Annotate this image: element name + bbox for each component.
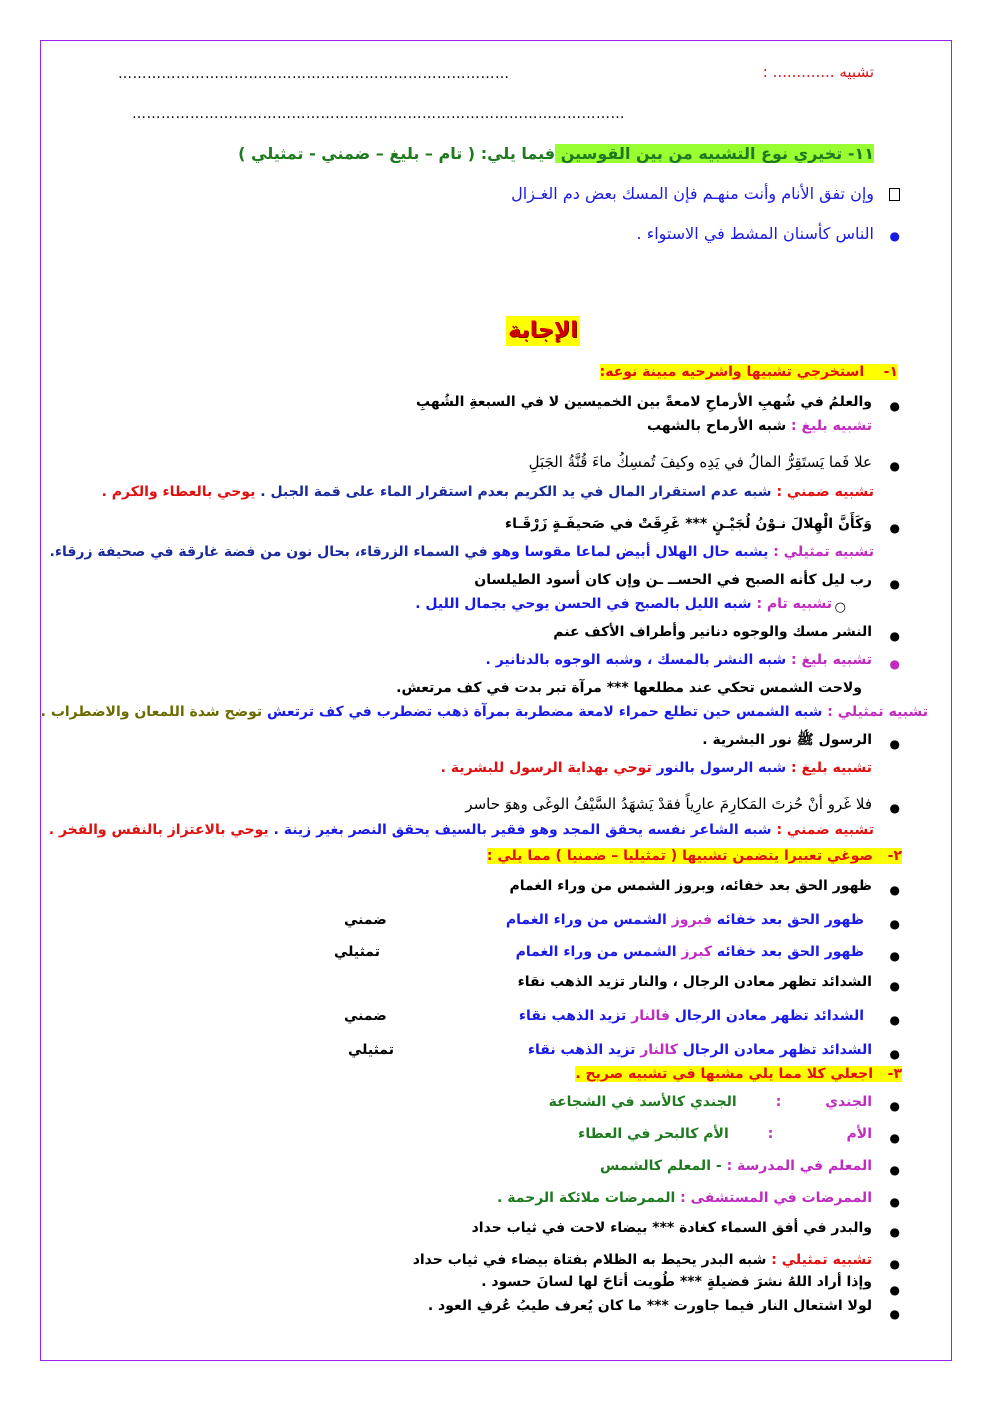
bullet-icon: ● — [889, 917, 900, 931]
s1-explanation: يشبه حال الهلال أبيض لماعا مقوسا وهو — [492, 544, 769, 560]
bullet-icon: ● — [889, 521, 900, 535]
s1-verse-5: النشر مسك والوجوه دنانير وأطراف الأكف عنم — [553, 624, 872, 640]
s2-pre: ظهور الحق بعد خفائه — [716, 944, 864, 960]
s1-note: توحي بهداية الرسول للبشرية . — [440, 760, 652, 776]
s3-term: الأم — [846, 1126, 872, 1142]
bullet-icon: ● — [889, 1307, 900, 1321]
s2-item-4: الشدائد تظهر معادن الرجال ، والنار تزيد الذهب نقاء — [517, 974, 872, 990]
s3-answer: الأم كالبحر في العطاء — [578, 1126, 729, 1142]
s2-item-1: ظهور الحق بعد خفائه، وبروز الشمس من وراء الغمام — [509, 878, 872, 894]
s2-type-3: تمثيلي — [334, 944, 380, 960]
s2-pre: الشدائد تظهر معادن الرجال — [682, 1042, 872, 1058]
s1-note: يوحي بالعطاء والكرم . — [101, 484, 256, 500]
bullet-icon: ● — [889, 1047, 900, 1061]
s1-verse-4: رب ليل كأنه الصبح في الحســ ـن وإن كان أسود الطيلسان — [474, 572, 872, 588]
s2-item-3 — [516, 942, 864, 962]
section-2-number: ٢- — [887, 848, 902, 864]
bullet-icon: ● — [889, 1257, 900, 1271]
question-prompt: تخيري نوع التشبيه من بين القوسين — [560, 144, 843, 163]
bullet-icon: ● — [889, 1099, 900, 1113]
s2-post: تزيد الذهب نقاء — [518, 1008, 627, 1024]
bullet-icon: ● — [889, 1195, 900, 1209]
section-3-heading — [575, 1064, 902, 1084]
bullet-icon: ● — [889, 979, 900, 993]
s1-type-1 — [647, 416, 872, 436]
section-2-heading — [487, 846, 902, 866]
s1-type-label: تشبيه بليغ : — [790, 652, 872, 668]
s3-item-2 — [578, 1124, 872, 1144]
s2-mark: فبروز — [671, 912, 713, 928]
s2-mark: فالنار — [631, 1008, 670, 1024]
s3-item-4 — [497, 1188, 872, 1208]
s2-type-5: ضمني — [344, 1008, 387, 1024]
s3-term: المعلم في المدرسة : — [726, 1158, 872, 1174]
bullet-icon: ● — [889, 801, 900, 815]
bullet-icon: ● — [889, 1225, 900, 1239]
section-1-title: استخرجي تشبيها واشرحيه مبينة نوعه: — [599, 364, 865, 380]
section-1-heading — [600, 362, 898, 382]
s2-type-2: ضمني — [344, 912, 387, 928]
bullet-icon: ● — [889, 577, 900, 591]
question-number: ١١- — [847, 144, 874, 163]
s1-type-7 — [441, 758, 872, 778]
s1-type-5 — [486, 650, 873, 670]
s1-verse-2: علا فَما يَستَقِرُّ المالُ في يَدِه وكيفَ تُمسِكُ ماءَ قُنَّةُ الجَبَلِ — [528, 453, 872, 471]
s3-sep: : — [767, 1126, 774, 1142]
s2-type-6: تمثيلي — [348, 1042, 394, 1058]
s1-note: توضح شدة اللمعان والاضطراب . — [40, 704, 263, 720]
bullet-icon: ● — [889, 399, 900, 413]
s2-item-6 — [528, 1040, 872, 1060]
dots-line-2: ………………………………………………………………………………………… — [132, 106, 625, 122]
bullet-icon: ● — [889, 459, 900, 473]
s1-verse-3: وَكَأَنَّ الْهِلالَ نـوْنُ لُجَيْـنٍ *** غَرِقَتْ في صَحيفَـةٍ زَرْقَـاء — [504, 516, 872, 532]
bullet-icon: ● — [889, 657, 900, 671]
s1-type-2 — [102, 482, 874, 502]
s3-answer: المعلم كالشمس — [600, 1158, 711, 1174]
s3-sep: : — [775, 1094, 782, 1110]
question-11 — [238, 144, 874, 164]
s2-item-5 — [519, 1006, 864, 1026]
section-1-heading-bg — [600, 364, 898, 380]
s1-type-6 — [41, 702, 928, 722]
s2-post: تزيد الذهب نقاء — [527, 1042, 636, 1058]
question-prompt-rest: فيما يلي: — [480, 144, 556, 163]
tashbih-label: تشبيه — [839, 63, 874, 81]
s3-verse-3: لولا اشتعال النار فيما جاورت *** ما كان يُعرف طيبُ عُرفِ العود . — [427, 1298, 872, 1314]
s1-type-label: تشبيه تام : — [756, 596, 832, 612]
s1-verse-7: الرسول ﷺ نور البشرية . — [702, 732, 872, 748]
s2-post: الشمس من وراء الغمام — [515, 944, 677, 960]
s1-note: يوحي بالاعتزاز بالنفس والفخر . — [48, 822, 269, 838]
checkbox-icon[interactable] — [889, 188, 900, 201]
bullet-icon: ● — [889, 1283, 900, 1297]
answer-title: الإجابة — [506, 316, 580, 346]
tashbih-line — [763, 62, 874, 82]
s3-term: الممرضات في المستشفى : — [680, 1190, 872, 1206]
s2-pre: ظهور الحق بعد خفائه — [716, 912, 864, 928]
s1-verse-1: والعلمُ في شُهبِ الأرماحِ لامعةً بين الخميسين لا في السبعةِ الشُهبِ — [416, 394, 872, 410]
s3-explanation: شبه البدر يحيط به الظلام بفتاة بيضاء في ثياب حداد — [412, 1252, 767, 1268]
bullet-icon: ● — [889, 737, 900, 751]
section-3-heading-bg — [575, 1066, 902, 1082]
s1-explanation: شبه النشر بالمسك ، وشبه الوجوه بالدنانير . — [485, 652, 787, 668]
s3-verse-1-explanation — [413, 1250, 872, 1270]
bullet-icon: ● — [889, 1013, 900, 1027]
s3-item-1 — [549, 1092, 872, 1112]
question-options: ( تام – بليغ – ضمني - تمثيلي ) — [238, 144, 476, 163]
s1-explanation: شبه الشمس حين تطلع حمراء لامعة مضطربة بمرآة ذهب تضطرب في كف ترتعش — [267, 704, 823, 720]
s1-verse-8: فلا غَرو أنْ حُزتَ المَكارِمَ عارِياً فقدْ يَشهَدُ السَّيْفُ الوغَى وهوَ حاسر — [465, 795, 872, 813]
s1-type-label: تشبيه ضمني : — [776, 484, 874, 500]
question-line-2: الناس كأسنان المشط في الاستواء . — [636, 224, 874, 243]
s1-type-label: تشبيه تمثيلي : — [827, 704, 928, 720]
s1-explanation: شبه الأرماح بالشهب — [646, 418, 787, 434]
tashbih-dots: ............. : — [762, 63, 835, 81]
s1-type-label: تشبيه تمثيلي : — [773, 544, 874, 560]
section-2-heading-bg — [487, 848, 902, 864]
circle-bullet-icon: ○ — [834, 600, 846, 615]
section-1-number: ١- — [883, 364, 898, 380]
s3-sep: - — [715, 1158, 722, 1174]
s2-post: الشمس من وراء الغمام — [505, 912, 667, 928]
dots-line-1: ……………………………………………………………………… — [118, 66, 510, 82]
s3-answer: الممرضات ملائكة الرحمة . — [497, 1190, 676, 1206]
question-line-1: وإن تفق الأنام وأنت منهـم فإن المسك بعض دم الغـزال — [511, 184, 874, 203]
s1-explanation: شبه الشاعر نفسه يحقق المجد وهو فقير بالسيف يحقق النصر بغير زينة . — [273, 822, 772, 838]
bullet-icon: ● — [889, 883, 900, 897]
s3-type-label: تشبيه تمثيلي : — [771, 1252, 872, 1268]
s1-type-4 — [415, 594, 832, 614]
question-11-highlight — [555, 144, 874, 163]
section-3-number: ٣- — [887, 1066, 902, 1082]
section-3-title: اجعلي كلا مما يلي مشبها في تشبيه صريح . — [575, 1066, 874, 1082]
bullet-icon: ● — [889, 1131, 900, 1145]
bullet-icon: ● — [889, 1163, 900, 1177]
s2-mark: كبرز — [681, 944, 713, 960]
s2-item-2 — [506, 910, 864, 930]
s1-type-label: تشبيه ضمني : — [776, 822, 874, 838]
s1-type-3 — [50, 542, 874, 562]
s1-type-label: تشبيه بليغ : — [790, 760, 872, 776]
s1-verse-6: ولاحت الشمس تحكي عند مطلعها *** مرآة تبر بدت في كف مرتعش. — [396, 680, 862, 696]
s3-verse-1: والبدر في أفق السماء كغادة *** بيضاء لاحت في ثياب حداد — [471, 1220, 872, 1236]
s3-answer: الجندي كالأسد في الشجاعة — [548, 1094, 737, 1110]
s1-type-label: تشبيه بليغ : — [790, 418, 872, 434]
s2-pre: الشدائد تظهر معادن الرجال — [674, 1008, 864, 1024]
s1-explanation: شبه الليل بالصبح في الحسن يوحي بجمال الليل . — [415, 596, 752, 612]
s1-type-8 — [49, 820, 874, 840]
s2-mark: كالنار — [640, 1042, 678, 1058]
s3-term: الجندي — [825, 1094, 872, 1110]
bullet-icon: ● — [889, 949, 900, 963]
s1-explanation-2: في السماء الزرقاء، بحال نون من فضة غارقة في صحيفة زرقاء. — [49, 544, 488, 560]
bullet-icon: ● — [889, 629, 900, 643]
bullet-icon: ● — [889, 229, 900, 243]
s1-explanation: شبه الرسول بالنور — [656, 760, 787, 776]
s3-item-3 — [600, 1156, 872, 1176]
section-2-title: صوغي تعبيرا يتضمن تشبيها ( تمثيليا – ضمنيا ) مما يلي : — [486, 848, 874, 864]
s3-verse-2: وإذا أراد اللهُ نشرَ فضيلةٍ *** طُويت أتاحَ لها لسانَ حسود . — [481, 1274, 872, 1290]
s1-explanation: شبه عدم استقرار المال في يد الكريم بعدم استقرار الماء على قمة الجبل . — [260, 484, 772, 500]
